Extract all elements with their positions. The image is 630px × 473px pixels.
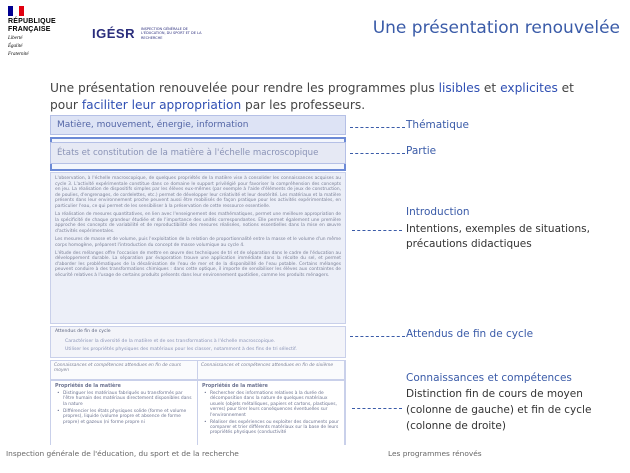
connector-competences [352, 408, 402, 409]
introduction-block [50, 172, 346, 324]
annotation-competences-line: (colonne de droite) [406, 420, 506, 432]
connector-partie [350, 153, 405, 154]
footer-organization: Inspection générale de l'éducation, du sport et de la recherche [6, 449, 239, 458]
comp-col-heading: Propriétés de la matière [55, 384, 121, 389]
intro-text: et [480, 81, 501, 95]
annotation-introduction-line: précautions didactiques [406, 238, 532, 250]
intro-text: et pour [50, 81, 574, 112]
connector-introduction [352, 230, 402, 231]
footer-topic: Les programmes rénovés [388, 449, 482, 458]
french-flag-icon [8, 6, 24, 16]
attendus-block [50, 326, 346, 358]
annotation-introduction-title: Introduction [406, 206, 470, 218]
motto-liberte: Liberté [8, 36, 23, 41]
connector-attendus [350, 336, 405, 337]
igesr-subtitle: INSPECTION GÉNÉRALE DE L'ÉDUCATION, DU SPORT ET DE LA RECHERCHE [140, 27, 202, 40]
comp-item: • Réaliser des expériences ou exploiter des documents pour comparer et trier différents matériaux sur la base de leurs propriétés physiques (conductivité [206, 420, 340, 436]
program-document-excerpt [50, 115, 346, 445]
comp-item: • Distinguer les matériaux fabriqués ou transformés par l'être humain des matériaux directement disponibles dans la nature [59, 391, 193, 407]
attendus-item: Utiliser les propriétés physiques des matériaux pour les classer, notamment à des fins de tri sélectif. [65, 347, 297, 352]
comp-head-left: Connaissances et compétences attendues en fin de cours moyen [51, 361, 198, 379]
intro-paragraph-3: Les mesures de masse et de volume, puis l'exploitation de la relation de proportionnalité entre la masse et le volume d'un même corps homogène, préparent l'introduction du concept de masse volumique au cycle 4. [55, 236, 341, 248]
intro-paragraph-1: L'observation, à l'échelle macroscopique, de quelques propriétés de la matière vise à consolider les connaissances acquises au cycle 3. L'activité expérimentale constitue dans ce domaine le support privilégié pour favoriser la compréhension des concepts en jeu. La réalisation de dispositifs simples par les élèves eux-mêmes (par exemple à l'aide d'éléments de jeux de construction, de poulies, d'engrenages, de cordelettes, etc.) permet de développer leur créativité et leur dextérité. Les matériaux et la matière présents dans leur environnement proche peuvent aussi être mobilisés de façon pratique pour les activités expérimentales, en particulier l'eau, ce qui permet de les sensibiliser à la préservation de cette ressource essentielle. [55, 176, 341, 209]
intro-text: Une présentation renouvelée pour rendre les programmes plus [50, 81, 439, 95]
slide-title: Une présentation renouvelée [372, 18, 620, 38]
intro-text: par les professeurs. [241, 98, 366, 112]
connector-thematique [350, 127, 405, 128]
comp-column-right [198, 381, 345, 445]
annotation-partie: Partie [406, 145, 437, 157]
intro-paragraph-4: L'étude des mélanges offre l'occasion de mettre en œuvre des techniques de tri et de séparation dans le cadre de l'éducation au développement durable. La séparation par évaporation trouve une application immédiate dans la récolte du sel, et permet d'aborder les problématiques de la désalinisation de l'eau de mer et de la disponibilité de l'eau potable. Certains mélanges peuvent conduire à des transformations chimiques : dans cette optique, il importe de sensibiliser les élèves aux contraintes de sécurité relatives à l'usage de certains produits présents dans leur environnement quotidien, comme les produits ménagers. [55, 250, 341, 278]
motto-fraternite: Fraternité [8, 52, 29, 57]
intro-highlight-lisibles: lisibles [438, 81, 481, 95]
comp-item: • Différencier les états physiques solide (forme et volume propres), liquide (volume propre et absence de forme propre) et gazeux (ni forme propre ni [59, 409, 193, 425]
annotation-introduction-line: Intentions, exemples de situations, [406, 223, 590, 235]
slide-header [0, 0, 630, 64]
francaise-label: FRANÇAISE [8, 26, 51, 33]
intro-highlight-explicites: explicites [500, 81, 558, 95]
thematique-band [50, 115, 346, 135]
attendus-item: Caractériser la diversité de la matière et de ses transformations à l'échelle macroscopique. [65, 339, 276, 344]
comp-head-right: Connaissances et compétences attendues en fin de sixième [198, 361, 345, 379]
annotation-competences-title: Connaissances et compétences [406, 372, 572, 384]
igesr-logo [92, 26, 211, 41]
thematique-text: Matière, mouvement, énergie, information [57, 120, 249, 130]
intro-paragraph-2: La réalisation de mesures quantitatives, en lien avec l'enseignement des mathématiques, permet une meilleure appropriation de la spécificité de chaque grandeur étudiée et de l'importance des unités correspondantes. Elle permet également une première approche des concepts de variabilité et de reproductibilité des mesures réalisées, notions essentielles dans la mise en œuvre d'activités expérimentales. [55, 212, 341, 234]
intro-paragraph [50, 80, 590, 114]
comp-item: • Rechercher des informations relatives à la durée de décomposition dans la nature de quelques matériaux usuels (objets métalliques, papiers et cartons, plastiques, verres) pour tirer leurs conséquences éventuelles sur l'environnement [206, 391, 340, 418]
republique-francaise-logo [8, 6, 56, 58]
republique-label: RÉPUBLIQUE [8, 18, 56, 25]
comp-column-left [51, 381, 198, 445]
annotation-attendus: Attendus de fin de cycle [406, 328, 534, 340]
motto-egalite: Égalité [8, 44, 23, 49]
annotation-thematique: Thématique [406, 119, 470, 131]
igesr-wordmark: IGÉSR [92, 26, 135, 41]
comp-col-heading: Propriétés de la matière [202, 384, 268, 389]
annotation-competences-line: (colonne de gauche) et fin de cycle [406, 404, 592, 416]
partie-text: États et constitution de la matière à l'échelle macroscopique [57, 148, 319, 158]
intro-highlight-appropriation: faciliter leur appropriation [81, 98, 242, 112]
competences-table-body [50, 380, 346, 445]
attendus-label: Attendus de fin de cycle [55, 329, 111, 334]
partie-band [50, 142, 346, 164]
annotation-competences-line: Distinction fin de cours de moyen [406, 388, 583, 400]
competences-table-header [50, 360, 346, 380]
